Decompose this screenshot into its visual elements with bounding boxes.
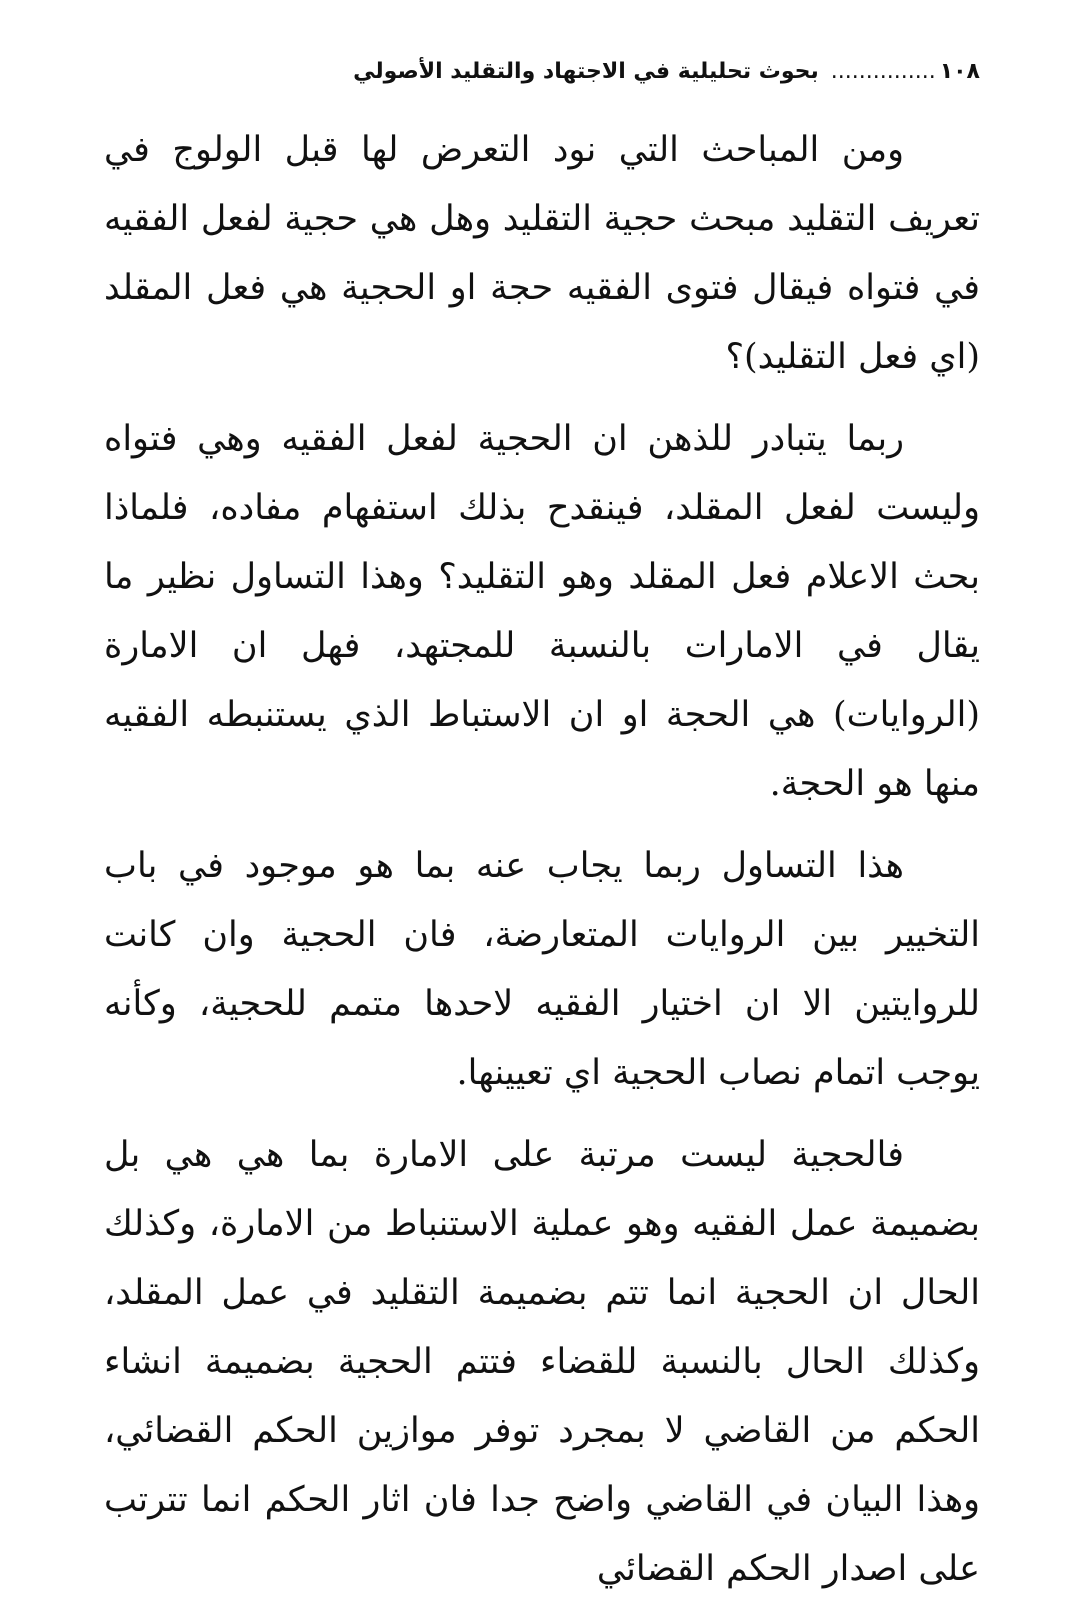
paragraph-3: هذا التساول ربما يجاب عنه بما هو موجود في باب التخيير بين الروايات المتعارضة، فان الحجية وان كانت للروايتين الا ان اختيار الفقيه لاحدها متمم للحجية، وكأنه يوجب اتمام نصاب الحجية اي تعيينها. [104, 846, 980, 1093]
page-body [104, 116, 980, 1604]
page-number: ١٠٨ [939, 59, 980, 84]
book-title: بحوث تحليلية في الاجتهاد والتقليد الأصولي [353, 59, 819, 84]
paragraph-1: ومن المباحث التي نود التعرض لها قبل الولوج في تعريف التقليد مبحث حجية التقليد وهل هي حجية لفعل الفقيه في فتواه فيقال فتوى الفقيه حجة او الحجية هي فعل المقلد (اي فعل التقليد)؟ [104, 130, 980, 377]
running-header [104, 52, 980, 92]
paragraph-4: فالحجية ليست مرتبة على الامارة بما هي هي بل بضميمة عمل الفقيه وهو عملية الاستنباط من الامارة، وكذلك الحال ان الحجية انما تتم بضميمة التقليد في عمل المقلد، وكذلك الحال بالنسبة للقضاء فتتم الحجية بضميمة انشاء الحكم من القاضي لا بمجرد توفر موازين الحكم القضائي، وهذا البيان في القاضي واضح جدا فان اثار الحكم انما تترتب على اصدار الحكم القضائي [104, 1135, 980, 1589]
paragraph-2: ربما يتبادر للذهن ان الحجية لفعل الفقيه وهي فتواه وليست لفعل المقلد، فينقدح بذلك استفهام مفاده، فلماذا بحث الاعلام فعل المقلد وهو التقليد؟ وهذا التساول نظير ما يقال في الامارات بالنسبة للمجتهد، فهل ان الامارة (الروايات) هي الحجة او ان الاستباط الذي يستنبطه الفقيه منها هو الحجة. [104, 419, 980, 804]
header-leader-dots: ............... [830, 59, 936, 84]
